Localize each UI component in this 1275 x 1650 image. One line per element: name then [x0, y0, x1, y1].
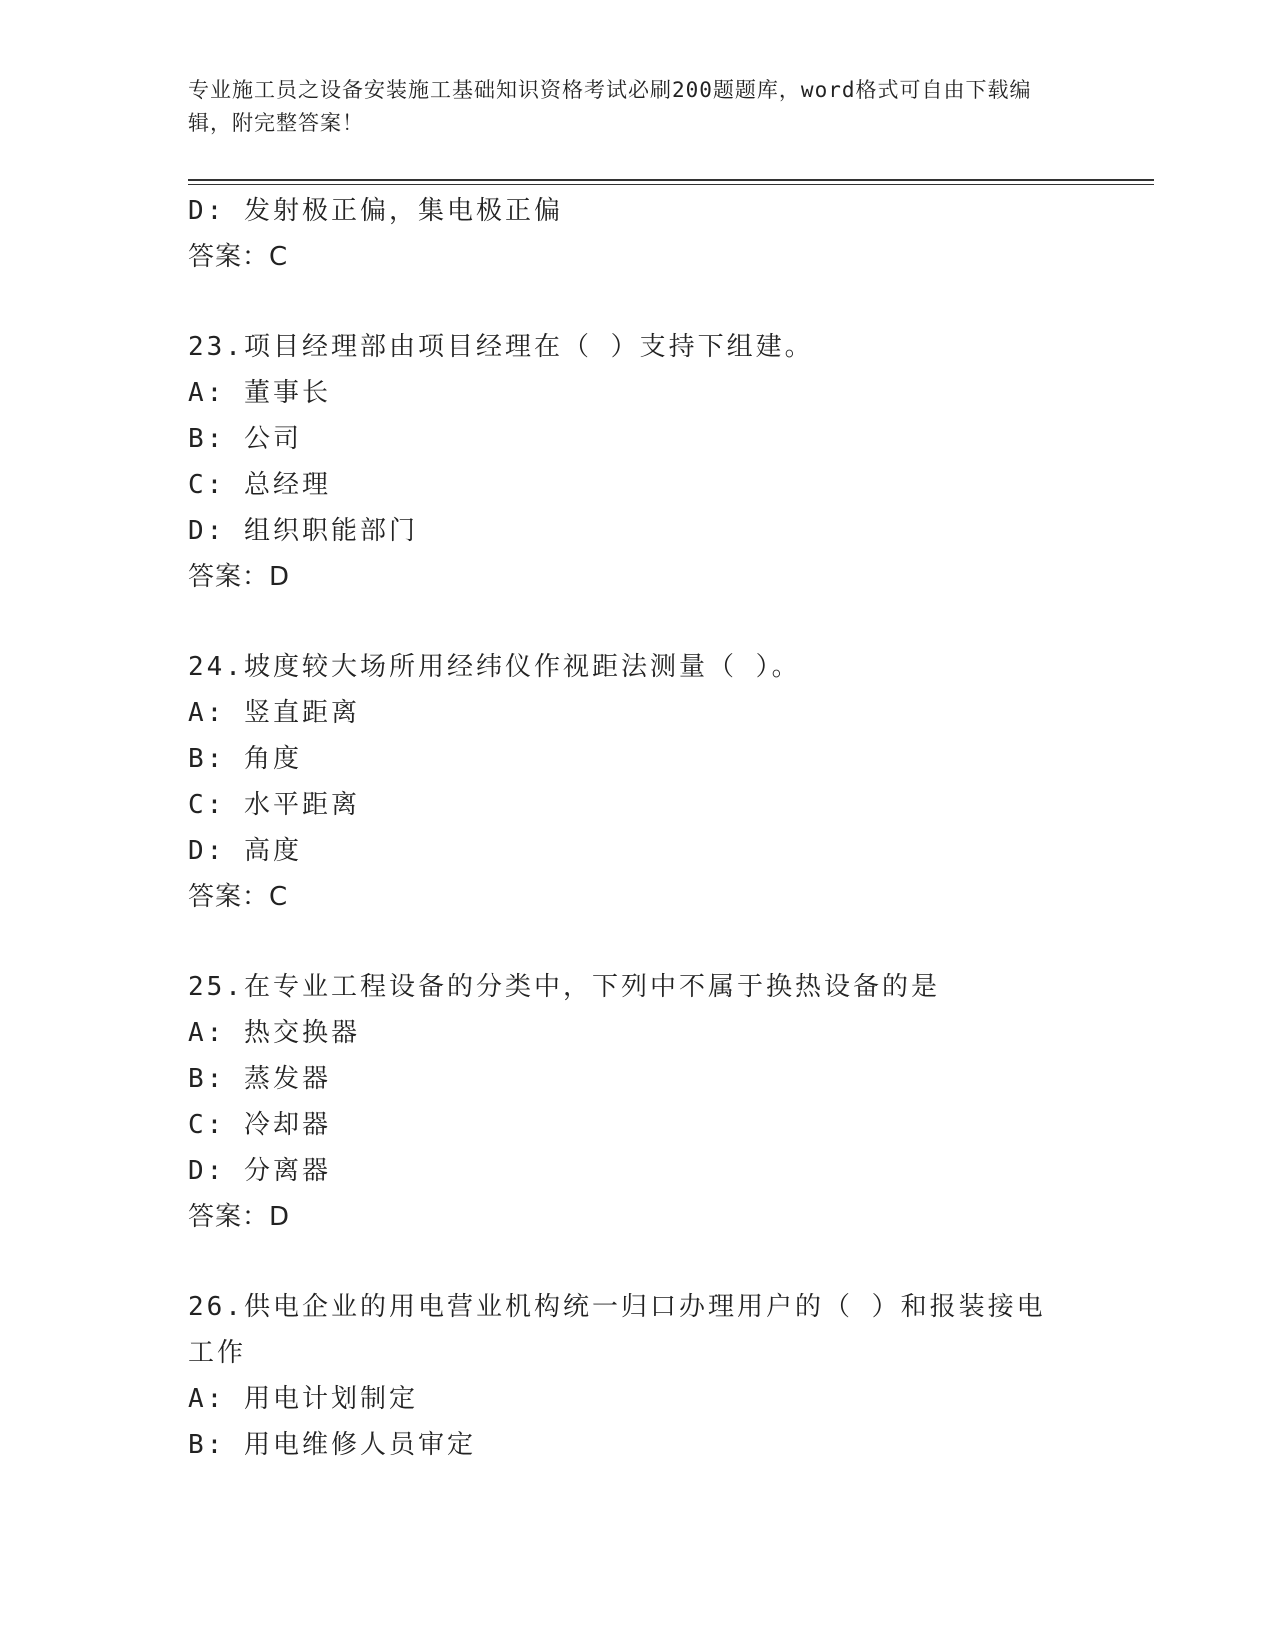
question-stem: 23.项目经理部由项目经理在（ ）支持下组建。 [188, 332, 814, 362]
document-body [188, 188, 1154, 1468]
question-25 [188, 964, 1154, 1240]
document-header: 专业施工员之设备安装施工基础知识资格考试必刷200题题库，word格式可自由下载编辑，附完整答案！ [188, 78, 1032, 135]
question-22-tail [188, 188, 1154, 280]
answer: 答案：C [188, 242, 289, 272]
option-c: C: 总经理 [188, 470, 331, 500]
option-a: A: 用电计划制定 [188, 1384, 418, 1414]
option-c: C: 冷却器 [188, 1110, 331, 1140]
question-stem: 25.在专业工程设备的分类中，下列中不属于换热设备的是 [188, 972, 940, 1002]
option-b: B: 角度 [188, 744, 302, 774]
option-c: C: 水平距离 [188, 790, 360, 820]
option-b: B: 公司 [188, 424, 302, 454]
answer: 答案：C [188, 882, 289, 912]
option-d: D: 组织职能部门 [188, 516, 418, 546]
option-a: A: 董事长 [188, 378, 331, 408]
option-d: D: 分离器 [188, 1156, 331, 1186]
question-stem: 26.供电企业的用电营业机构统一归口办理用户的（ ）和报装接电工作 [188, 1292, 1046, 1368]
header-rule-thin [188, 184, 1154, 185]
header-rule-thick [188, 179, 1154, 181]
option-d: D: 发射极正偏，集电极正偏 [188, 196, 563, 226]
answer: 答案：D [188, 562, 291, 592]
question-23 [188, 324, 1154, 600]
question-26 [188, 1284, 1154, 1468]
option-b: B: 蒸发器 [188, 1064, 331, 1094]
question-24 [188, 644, 1154, 920]
option-d: D: 高度 [188, 836, 302, 866]
option-b: B: 用电维修人员审定 [188, 1430, 476, 1460]
answer: 答案：D [188, 1202, 291, 1232]
option-a: A: 热交换器 [188, 1018, 360, 1048]
question-stem: 24.坡度较大场所用经纬仪作视距法测量（ ）。 [188, 652, 801, 682]
option-a: A: 竖直距离 [188, 698, 360, 728]
